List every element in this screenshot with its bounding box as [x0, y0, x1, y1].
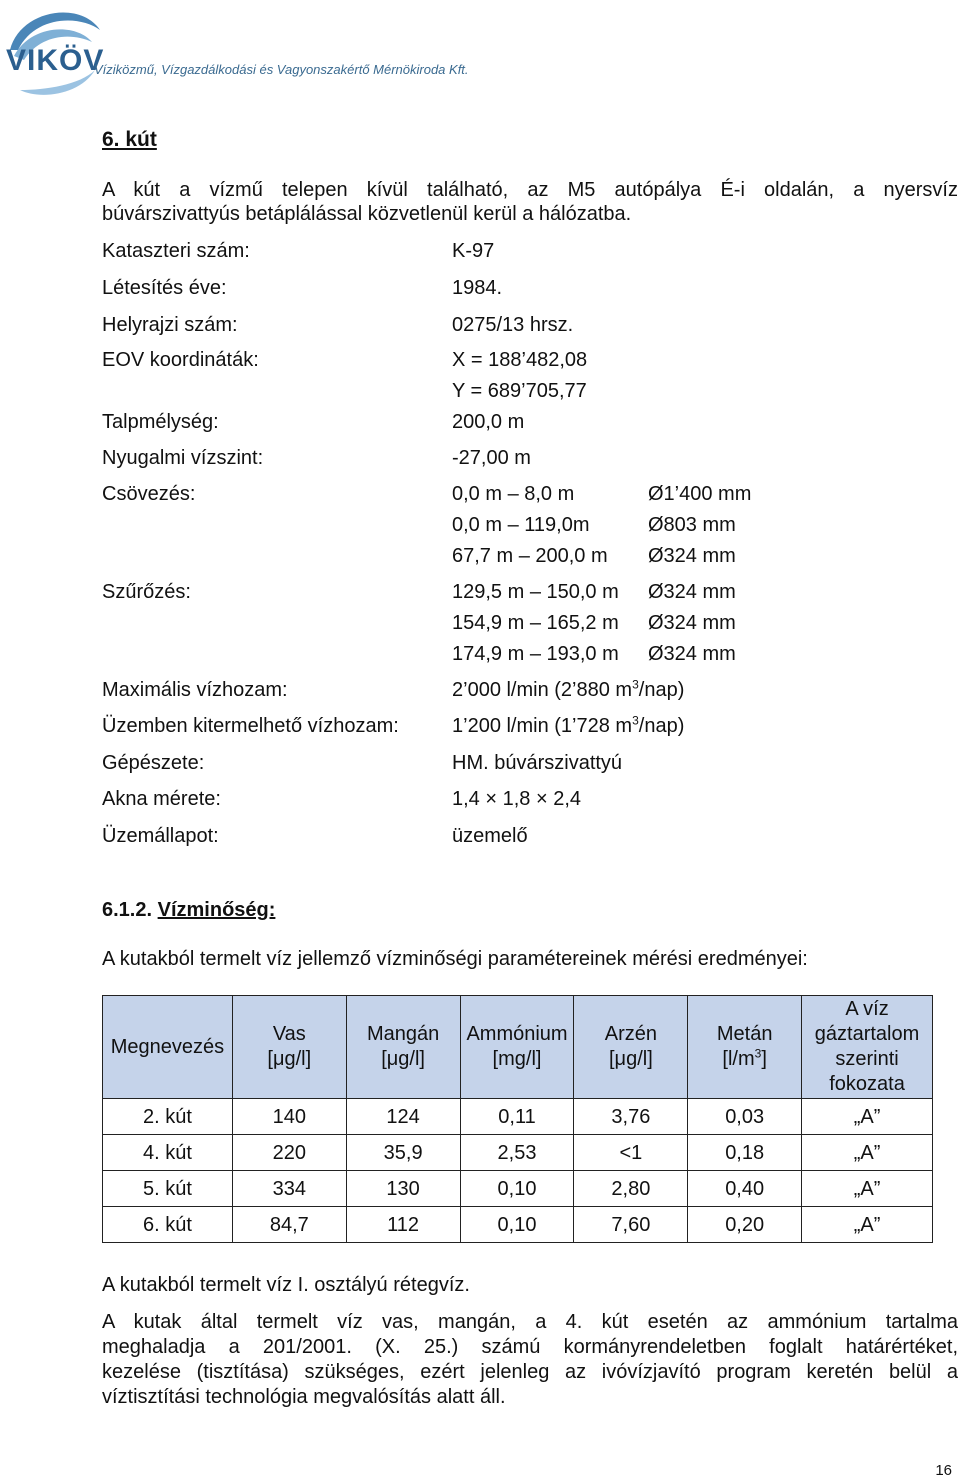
csovezes-diameter: Ø803 mm — [648, 514, 736, 536]
header-vas: Vas [μg/l] — [232, 996, 346, 1099]
cell-arzen: <1 — [574, 1135, 688, 1171]
water-quality-table — [102, 995, 933, 1243]
akna-value: 1,4 × 1,8 × 2,4 — [452, 788, 581, 810]
intro-line: búvárszivattyús betáplálással közvetlenül kerül a hálózatba. — [102, 203, 632, 225]
intro-line: A kút a vízmű telepen kívül található, az M5 autópálya É-i oldalán, a nyersvíz — [102, 179, 958, 201]
table-row — [103, 1135, 933, 1171]
cell-metan: 0,20 — [688, 1207, 802, 1243]
cell-mangan: 35,9 — [346, 1135, 460, 1171]
classification-note: A kutakból termelt víz I. osztályú rétegvíz. — [102, 1274, 470, 1296]
paragraph-line: A kutak által termelt víz vas, mangán, a 4. kút esetén az ammónium tartalma — [102, 1311, 958, 1333]
letesites-label: Létesítés éve: — [102, 277, 227, 299]
szurozes-label: Szűrőzés: — [102, 581, 191, 603]
uzemallapot-label: Üzemállapot: — [102, 825, 219, 847]
cell-mangan: 112 — [346, 1207, 460, 1243]
eov-x-value: X = 188’482,08 — [452, 349, 588, 371]
szurozes-range: 174,9 m – 193,0 m — [452, 643, 619, 665]
cell-metan: 0,18 — [688, 1135, 802, 1171]
header-mangan: Mangán [μg/l] — [346, 996, 460, 1099]
cell-ammonium: 2,53 — [460, 1135, 574, 1171]
company-name: Víziközmű, Vízgazdálkodási és Vagyonszakértő Mérnökiroda Kft. — [94, 62, 469, 77]
helyrajzi-value: 0275/13 hrsz. — [452, 314, 574, 336]
subsection-heading — [102, 899, 275, 922]
kataszter-label: Kataszteri szám: — [102, 240, 250, 262]
cell-name: 6. kút — [103, 1207, 233, 1243]
eov-y-value: Y = 689’705,77 — [452, 380, 587, 402]
kataszter-value: K-97 — [452, 240, 495, 262]
helyrajzi-label: Helyrajzi szám: — [102, 314, 238, 336]
subsection-title: Vízminőség: — [157, 899, 276, 921]
talp-label: Talpmélység: — [102, 411, 219, 433]
subsection-number: 6.1.2. — [102, 899, 153, 921]
table-row — [103, 1099, 933, 1135]
paragraph-line: meghaladja a 201/2001. (X. 25.) számú kormányrendeletben foglalt határértéket, — [102, 1336, 958, 1358]
eov-label: EOV koordináták: — [102, 349, 259, 371]
header-gaztartalom: A víz gáztartalom szerinti fokozata — [802, 996, 933, 1099]
cell-arzen: 7,60 — [574, 1207, 688, 1243]
cell-vas: 220 — [232, 1135, 346, 1171]
paragraph-line: kezelése (tisztítása) szükséges, ezért jelenleg az ivóvízjavító program keretén belül a — [102, 1361, 958, 1383]
cell-ammonium: 0,11 — [460, 1099, 574, 1135]
header-arzen: Arzén [μg/l] — [574, 996, 688, 1099]
cell-fokozat: „A” — [802, 1171, 933, 1207]
szurozes-range: 129,5 m – 150,0 m — [452, 581, 619, 603]
cell-ammonium: 0,10 — [460, 1171, 574, 1207]
uzemi-vizhozam-value: 1’200 l/min (1’728 $m^3/nap$) — [452, 713, 685, 737]
csovezes-diameter: Ø324 mm — [648, 545, 736, 567]
cell-fokozat: „A” — [802, 1099, 933, 1135]
gepeszet-label: Gépészete: — [102, 752, 205, 774]
cell-mangan: 130 — [346, 1171, 460, 1207]
cell-arzen: 3,76 — [574, 1099, 688, 1135]
nyugalmi-value: -27,00 m — [452, 447, 531, 469]
cell-fokozat: „A” — [802, 1135, 933, 1171]
uzemallapot-value: üzemelő — [452, 825, 528, 847]
table-intro: A kutakból termelt víz jellemző vízminőségi paramétereinek mérési eredményei: — [102, 948, 808, 970]
akna-label: Akna mérete: — [102, 788, 221, 810]
cell-ammonium: 0,10 — [460, 1207, 574, 1243]
szurozes-diameter: Ø324 mm — [648, 581, 736, 603]
cell-vas: 84,7 — [232, 1207, 346, 1243]
paragraph-line: víztisztítási technológia megvalósítás alatt áll. — [102, 1386, 506, 1408]
logo-text: VIKÖV — [6, 44, 105, 77]
cell-vas: 334 — [232, 1171, 346, 1207]
cell-fokozat: „A” — [802, 1207, 933, 1243]
cell-name: 2. kút — [103, 1099, 233, 1135]
szurozes-diameter: Ø324 mm — [648, 643, 736, 665]
csovezes-range: 0,0 m – 8,0 m — [452, 483, 575, 505]
csovezes-range: 0,0 m – 119,0m — [452, 514, 590, 536]
talp-value: 200,0 m — [452, 411, 525, 433]
page-number: 16 — [935, 1462, 952, 1479]
cell-arzen: 2,80 — [574, 1171, 688, 1207]
cell-vas: 140 — [232, 1099, 346, 1135]
cell-metan: 0,40 — [688, 1171, 802, 1207]
gepeszet-value: HM. búvárszivattyú — [452, 752, 623, 774]
nyugalmi-label: Nyugalmi vízszint: — [102, 447, 264, 469]
cell-name: 4. kút — [103, 1135, 233, 1171]
table-header-row — [103, 996, 933, 1099]
csovezes-range: 67,7 m – 200,0 m — [452, 545, 608, 567]
header-metan: Metán $[l/m^3]$ — [688, 996, 802, 1099]
uzemi-vizhozam-label: Üzemben kitermelhető vízhozam: — [102, 715, 399, 737]
max-vizhozam-value: 2’000 l/min (2’880 $m^3/nap$) — [452, 677, 685, 701]
szurozes-range: 154,9 m – 165,2 m — [452, 612, 619, 634]
csovezes-label: Csövezés: — [102, 483, 196, 505]
szurozes-diameter: Ø324 mm — [648, 612, 736, 634]
cell-name: 5. kút — [103, 1171, 233, 1207]
csovezes-diameter: Ø1’400 mm — [648, 483, 752, 505]
header-ammonium: Ammónium [mg/l] — [460, 996, 574, 1099]
header-megnevezes: Megnevezés — [103, 996, 233, 1099]
max-vizhozam-label: Maximális vízhozam: — [102, 679, 288, 701]
treatment-paragraph — [102, 1310, 958, 1410]
section-heading: 6. kút — [102, 128, 157, 151]
intro-paragraph — [102, 178, 958, 226]
table-row — [103, 1207, 933, 1243]
table-row — [103, 1171, 933, 1207]
cell-metan: 0,03 — [688, 1099, 802, 1135]
letesites-value: 1984. — [452, 277, 503, 299]
cell-mangan: 124 — [346, 1099, 460, 1135]
